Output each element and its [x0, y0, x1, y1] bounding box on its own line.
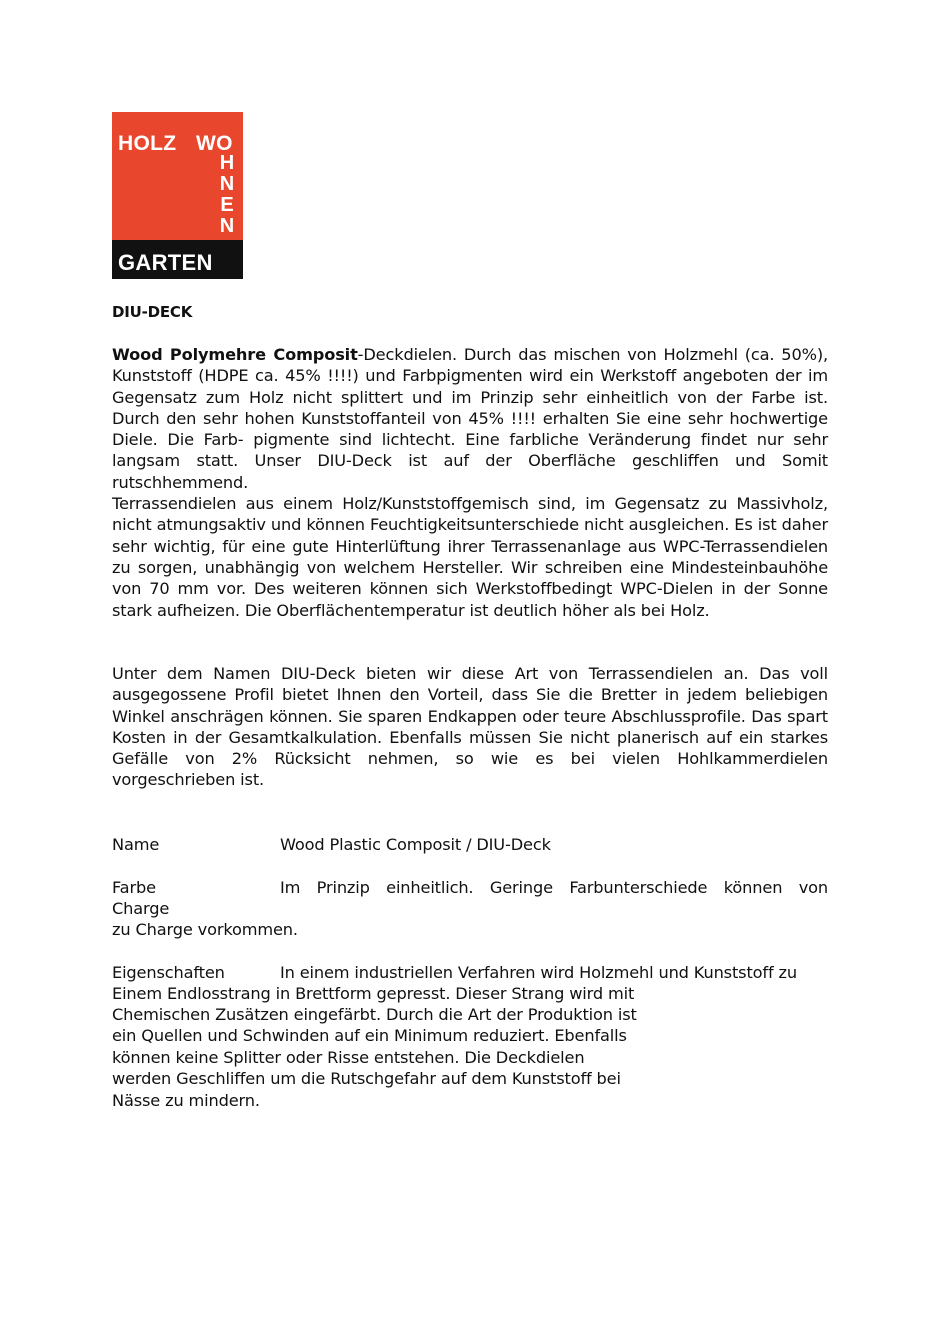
- spec-eigenschaften-line: Chemischen Zusätzen eingefärbt. Durch die Art der Produktion ist: [112, 1005, 637, 1024]
- spec-eigenschaften-line: werden Geschliffen um die Rutschgefahr auf dem Kunststoff bei: [112, 1069, 621, 1088]
- spec-farbe-line: zu Charge vorkommen.: [112, 920, 298, 939]
- intro-paragraph: [112, 344, 828, 621]
- spec-eigenschaften-label: Eigenschaften: [112, 963, 225, 982]
- logo-word-wo: WO: [196, 132, 233, 155]
- spec-eigenschaften-line: Einem Endlosstrang in Brettform gepresst. Dieser Strang wird mit: [112, 984, 635, 1003]
- spec-farbe-label: Farbe: [112, 878, 156, 897]
- spec-name-value: Wood Plastic Composit / DIU-Deck: [280, 835, 551, 854]
- spec-eigenschaften-value: In einem industriellen Verfahren wird Holzmehl und Kunststoff zu: [280, 963, 797, 982]
- logo-letter: N: [219, 173, 235, 195]
- logo-word-holz: HOLZ: [118, 132, 177, 155]
- intro-text: -Deckdielen. Durch das mischen von Holzmehl (ca. 50%), Kunststoff (HDPE ca. 45% !!!!) und Farbpigmenten wird ein Werkstoff angeboten der im Gegensatz zum Holz nicht splittert und im Prinzip sehr einheitlich von der Farbe ist. Durch den sehr hohen Kunststoffanteil von 45% !!!! erhalten Sie eine sehr hochwertige Diele. Die Farb- pigmente sind lichtecht. Eine farbliche Veränderung findet nur sehr langsam statt. Unser DIU-Deck ist auf der Oberfläche geschliffen und Somit rutschhemmend.: [112, 345, 828, 492]
- page-title: DIU-DECK: [112, 303, 193, 321]
- logo-letter: H: [219, 152, 235, 174]
- product-paragraph: Unter dem Namen DIU-Deck bieten wir diese Art von Terrassendielen an. Das voll ausgegossene Profil bietet Ihnen den Vorteil, dass Sie die Bretter in jedem beliebigen Winkel anschrägen können. Sie sparen Endkappen oder teure Abschlussprofile. Das spart Kosten in der Gesamtkalkulation. Ebenfalls müssen Sie nicht planerisch auf ein starkes Gefälle von 2% Rücksicht nehmen, so wie es bei vielen Hohlkammerdielen vorgeschrieben ist.: [112, 664, 828, 790]
- spec-name-label: Name: [112, 835, 160, 854]
- spec-farbe-value: Im Prinzip einheitlich. Geringe Farbunterschiede können von: [280, 878, 828, 897]
- logo-letter: E: [220, 194, 234, 216]
- spec-eigenschaften-line: können keine Splitter oder Risse entstehen. Die Deckdielen: [112, 1048, 585, 1067]
- spec-eigenschaften-line: ein Quellen und Schwinden auf ein Minimum reduziert. Ebenfalls: [112, 1026, 627, 1045]
- brand-logo: [112, 112, 243, 279]
- logo-word-garten: GARTEN: [118, 250, 213, 275]
- spec-farbe-line: Charge: [112, 899, 170, 918]
- intro-text-2: Terrassendielen aus einem Holz/Kunststoffgemisch sind, im Gegensatz zu Massivholz, nicht atmungsaktiv und können Feuchtigkeitsunterschiede nicht ausgleichen. Es ist daher sehr wichtig, für eine gute Hinterlüftung ihrer Terrassenanlage aus WPC-Terrassendielen zu sorgen, unabhängig von welchem Hersteller. Wir schreiben eine Mindesteinbauhöhe von 70 mm vor. Des weiteren können sich Werkstoffbedingt WPC-Dielen in der Sonne stark aufheizen. Die Oberflächentemperatur ist deutlich höher als bei Holz.: [112, 494, 828, 620]
- intro-lead: Wood Polymehre Composit: [112, 345, 358, 364]
- logo-letter: N: [219, 215, 235, 237]
- spec-eigenschaften-line: Nässe zu mindern.: [112, 1091, 260, 1110]
